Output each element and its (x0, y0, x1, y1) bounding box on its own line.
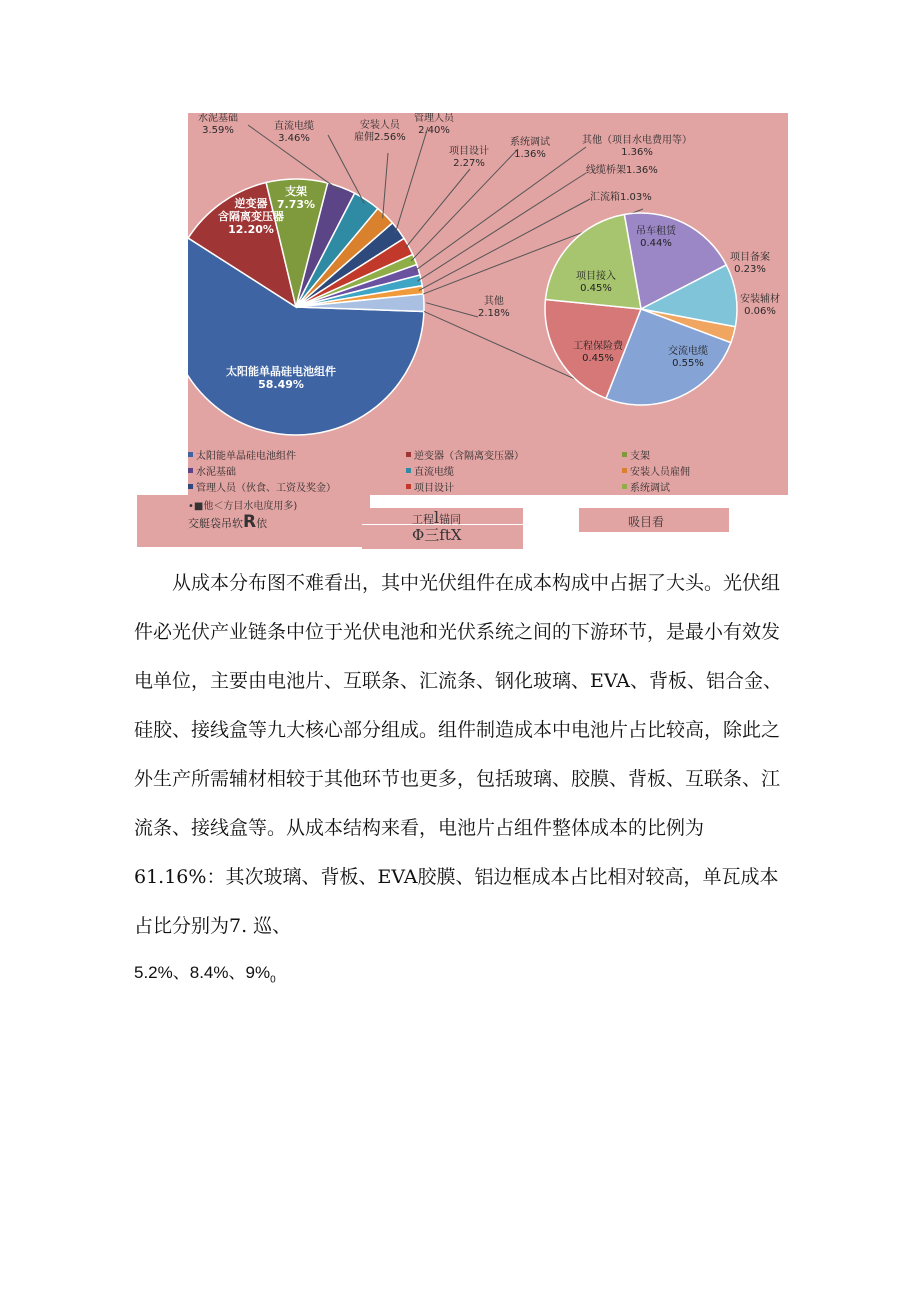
legend-swatch (622, 468, 627, 473)
slice-label-inverter: 逆变器 含隔离变压器 12.20% (218, 197, 284, 236)
subslice-label-aux: 安装辅材 0.06% (740, 294, 780, 317)
legend-box-right-text: 吸目看 (628, 515, 665, 529)
legend-box-left-line1: •■他＜方目水电度用多) (188, 501, 298, 512)
slice-label-other-utilities: 其他（项目水电费用等） 1.36% (582, 135, 692, 158)
legend-swatch (406, 468, 411, 473)
slice-label-solar: 太阳能单晶硅电池组件 58.49% (226, 365, 336, 391)
slice-label-combiner: 汇流箱1.03% (590, 192, 652, 203)
slice-label-debug: 系统调试 1.36% (510, 137, 550, 160)
slice-label-design: 项目设计 2.27% (449, 146, 489, 169)
slice-label-dc-cable: 直流电缆 3.46% (274, 121, 314, 144)
body-last-line: 5.2%、8.4%、$9\%_0$ (134, 963, 276, 986)
legend-item: 项目设计 (406, 479, 454, 494)
slice-label-management: 管理人员 2.40% (414, 113, 454, 136)
legend-swatch (188, 452, 193, 457)
subslice-label-filing: 项目备案 0.23% (730, 252, 770, 275)
legend-item: 太阳能单晶硅电池组件 (188, 447, 296, 462)
slice-label-bracket: 支架 7.73% (276, 185, 316, 211)
legend-swatch (406, 484, 411, 489)
legend-item: 安装人员雇佣 (622, 463, 690, 478)
legend-swatch (406, 452, 411, 457)
slice-label-cable-tray: 线缆桥架1.36% (586, 165, 658, 176)
subslice-label-ac-cable: 交流电缆 0.55% (668, 346, 708, 369)
subslice-label-insurance: 工程保险费 0.45% (573, 341, 623, 364)
pie-leader-line (415, 147, 586, 271)
legend-item: 逆变器（含隔离变压器） (406, 447, 524, 462)
legend-item: 水泥基础 (188, 463, 236, 478)
pie-leader-line (426, 303, 478, 317)
legend-item: 管理人员（伙食、工资及奖金） (188, 479, 336, 494)
subslice-label-crane: 吊车租赁 0.44% (636, 226, 676, 249)
legend-item: 系统调试 (622, 479, 670, 494)
pie-leader-line (383, 153, 388, 218)
legend-box-mid-line1: 工程l锚同 (412, 508, 462, 527)
pie-leader-line (405, 169, 470, 248)
subslice-label-access: 项目接入 0.45% (576, 271, 616, 294)
legend-swatch (622, 484, 627, 489)
legend-item: 直流电缆 (406, 463, 454, 478)
legend-swatch (622, 452, 627, 457)
legend-swatch (188, 484, 193, 489)
slice-label-other: 其他 2.18% (478, 296, 510, 319)
slice-label-install-staff: 安装人员 雇佣2.56% (354, 120, 406, 143)
cost-pie-chart (188, 113, 788, 495)
legend-swatch (188, 468, 193, 473)
body-paragraph: 从成本分布图不难看出，其中光伏组件在成本构成中占据了大头。光伏组件必光伏产业链条中位于光伏电池和光伏系统之间的下游环节，是最小有效发电单位，主要由电池片、互联条、汇流条、钢化玻璃、EVA、背板、铝合金、硅胶、接线盒等九大核心部分组成。组件制造成本中电池片占比较高，除此之外生产所需辅材相较于其他环节也更多，包括玻璃、胶膜、背板、互联条、江流条、接线盒等。从成本结构来看，电池片占组件整体成本的比例为61.16%：其次玻璃、背板、EVA胶膜、铝边框成本占比相对较高，单瓦成本占比分别为7. 巡、 (134, 572, 783, 937)
legend-box-left-line2: 交艇袋吊软R依 (188, 512, 268, 532)
legend-item: 支架 (622, 447, 650, 462)
legend-box-mid-line2: Φ三ftX (412, 526, 462, 544)
slice-label-cement: 水泥基础 3.59% (198, 113, 238, 136)
